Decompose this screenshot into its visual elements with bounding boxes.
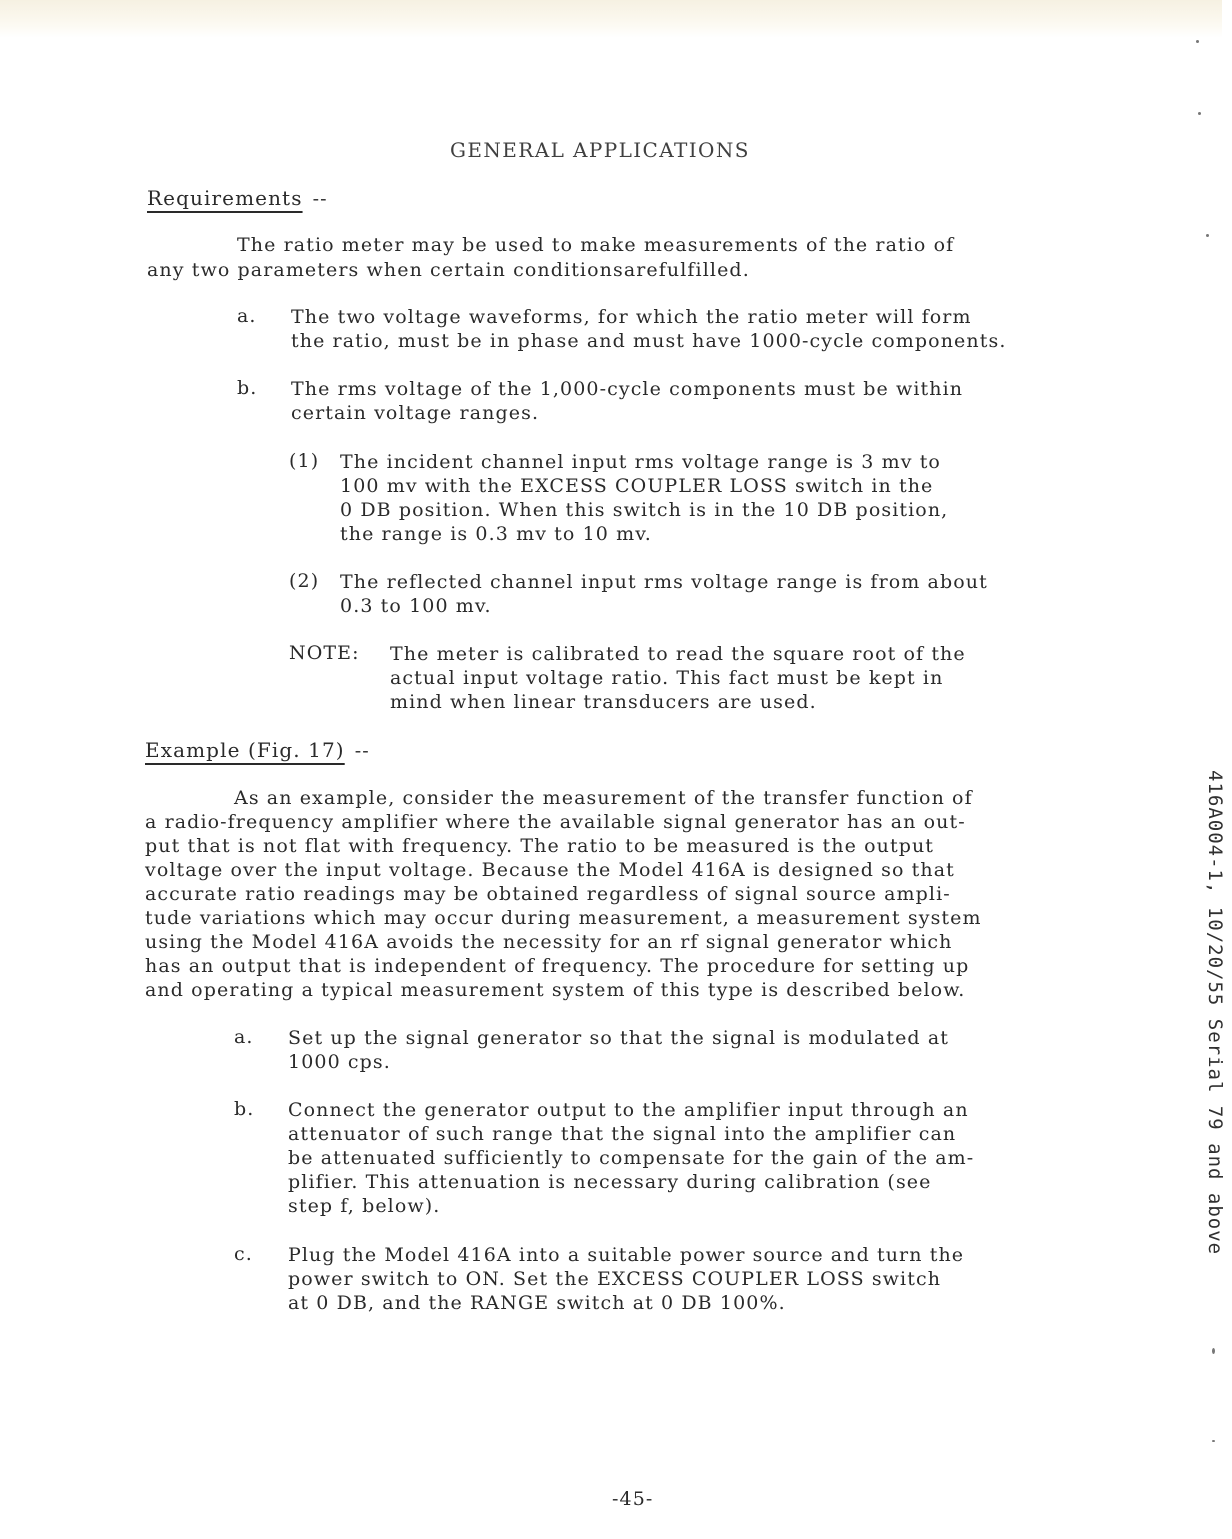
- sublist-line: The reflected channel input rms voltage range is from about: [340, 571, 988, 593]
- step-line: step f, below).: [288, 1195, 441, 1217]
- step-label: c.: [234, 1243, 253, 1265]
- step-label: b.: [234, 1098, 255, 1120]
- list-item-line: The two voltage waveforms, for which the ratio meter will form: [291, 306, 972, 328]
- paragraph-line: As an example, consider the measurement of the transfer function of: [234, 787, 973, 809]
- paragraph-line: a radio-frequency amplifier where the available signal generator has an out-: [145, 811, 966, 833]
- page-title: GENERAL APPLICATIONS: [450, 138, 750, 162]
- note-line: actual input voltage ratio. This fact must be kept in: [390, 667, 944, 689]
- sublist-label: (1): [289, 450, 320, 472]
- scan-speck: [1212, 1348, 1215, 1354]
- list-label: b.: [237, 377, 258, 399]
- paragraph-line: any two parameters when certain conditionsarefulfilled.: [147, 259, 750, 281]
- requirements-heading: Requirements: [147, 186, 303, 210]
- list-label: a.: [237, 305, 257, 327]
- example-heading-row: [145, 738, 370, 762]
- list-item-line: The rms voltage of the 1,000-cycle components must be within: [291, 378, 964, 400]
- paragraph-line: using the Model 416A avoids the necessity for an rf signal generator which: [145, 931, 953, 953]
- step-line: power switch to ON. Set the EXCESS COUPLER LOSS switch: [288, 1268, 942, 1290]
- paragraph-line: put that is not flat with frequency. The ratio to be measured is the output: [145, 835, 935, 857]
- note-line: The meter is calibrated to read the square root of the: [390, 643, 966, 665]
- sublist-line: 100 mv with the EXCESS COUPLER LOSS switch in the: [340, 475, 934, 497]
- step-line: be attenuated sufficiently to compensate for the gain of the am-: [288, 1147, 975, 1169]
- sublist-line: the range is 0.3 mv to 10 mv.: [340, 523, 652, 545]
- step-label: a.: [234, 1026, 254, 1048]
- scan-top-band: [0, 0, 1222, 38]
- heading-dash: --: [354, 740, 370, 762]
- step-line: 1000 cps.: [288, 1051, 391, 1073]
- step-line: plifier. This attenuation is necessary during calibration (see: [288, 1171, 932, 1193]
- paragraph-line: tude variations which may occur during measurement, a measurement system: [145, 907, 982, 929]
- scan-speck: [1196, 40, 1199, 43]
- paragraph-line: has an output that is independent of frequency. The procedure for setting up: [145, 955, 970, 977]
- scan-speck: [1198, 112, 1201, 115]
- paragraph-line: and operating a typical measurement system of this type is described below.: [145, 979, 966, 1001]
- paragraph-line: accurate ratio readings may be obtained regardless of signal source ampli-: [145, 883, 951, 905]
- note-label: NOTE:: [289, 642, 360, 664]
- sublist-line: The incident channel input rms voltage range is 3 mv to: [340, 451, 941, 473]
- step-line: Set up the signal generator so that the signal is modulated at: [288, 1027, 949, 1049]
- margin-stamp: [1198, 770, 1232, 1310]
- list-item-line: certain voltage ranges.: [291, 402, 540, 424]
- step-line: Plug the Model 416A into a suitable power source and turn the: [288, 1244, 965, 1266]
- sublist-line: 0.3 to 100 mv.: [340, 595, 492, 617]
- paragraph-line: The ratio meter may be used to make measurements of the ratio of: [237, 234, 955, 256]
- heading-dash: --: [312, 188, 328, 210]
- step-line: attenuator of such range that the signal into the amplifier can: [288, 1123, 957, 1145]
- scan-speck: [1212, 1440, 1215, 1442]
- sublist-line: 0 DB position. When this switch is in the 10 DB position,: [340, 499, 949, 521]
- list-item-line: the ratio, must be in phase and must have 1000-cycle components.: [291, 330, 1007, 352]
- paragraph-line: voltage over the input voltage. Because the Model 416A is designed so that: [145, 859, 955, 881]
- step-line: Connect the generator output to the amplifier input through an: [288, 1099, 969, 1121]
- requirements-heading-row: [147, 186, 328, 210]
- scan-speck: [1206, 234, 1209, 237]
- margin-stamp-text: 416A004-1, 10/20/55 Serial 79 and above: [1204, 770, 1226, 1256]
- example-heading: Example (Fig. 17): [145, 738, 345, 762]
- note-line: mind when linear transducers are used.: [390, 691, 817, 713]
- page-number: -45-: [612, 1488, 654, 1510]
- sublist-label: (2): [289, 570, 320, 592]
- step-line: at 0 DB, and the RANGE switch at 0 DB 100%.: [288, 1292, 786, 1314]
